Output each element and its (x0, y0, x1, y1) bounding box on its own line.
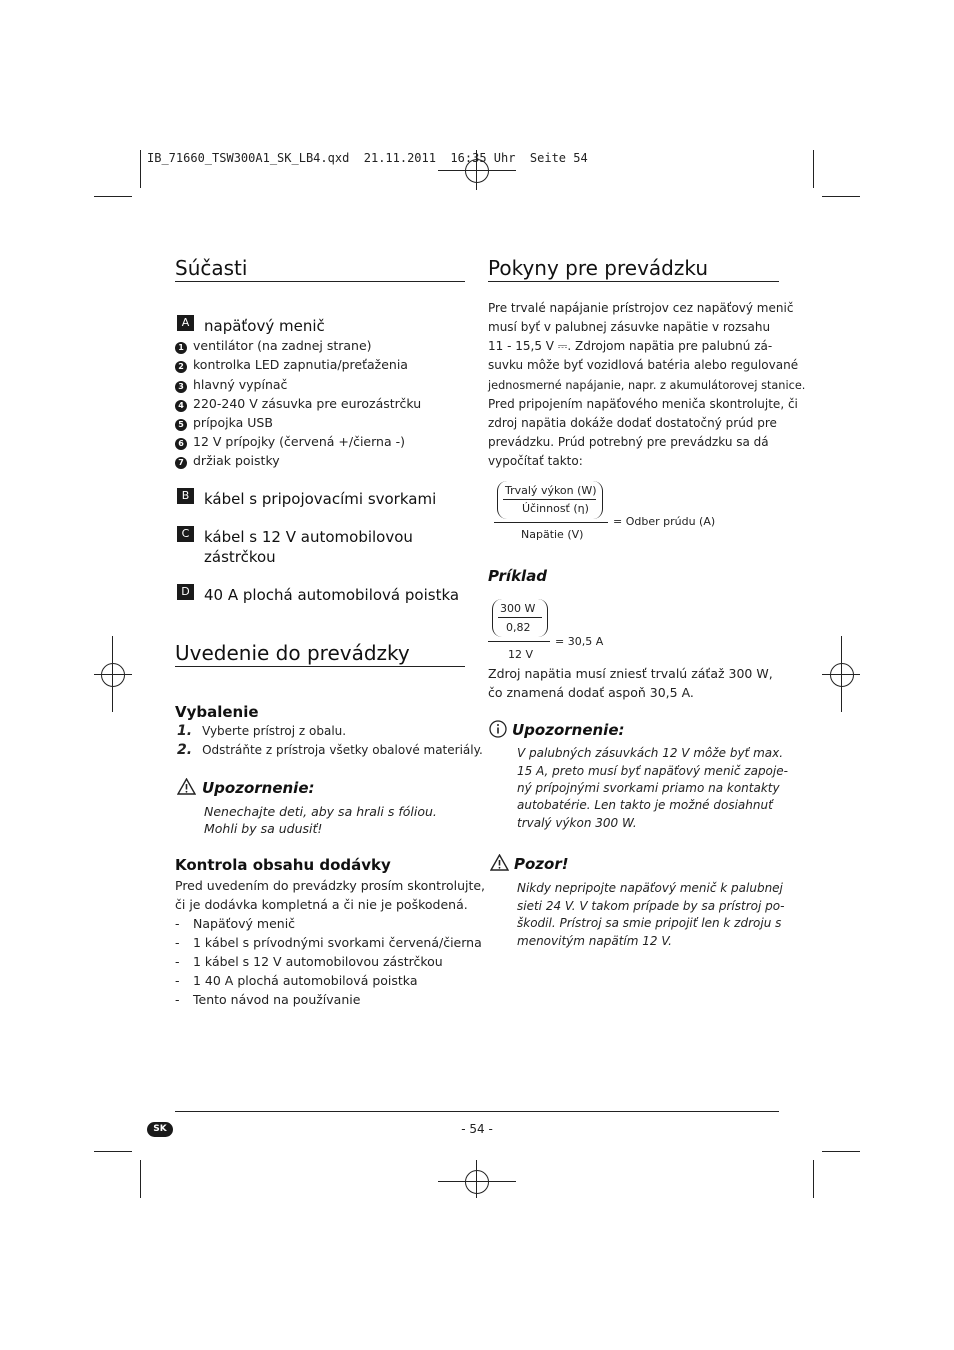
print-slug: IB_71660_TSW300A1_SK_LB4.qxd 21.11.2011 16:35 Uhr Seite 54 (147, 151, 588, 165)
crop-mark (813, 1160, 814, 1198)
number-badge: 1 (175, 342, 187, 354)
note-text: trvalý výkon 300 W. (517, 816, 637, 830)
registration-mark (465, 1170, 489, 1194)
crop-mark (94, 674, 132, 675)
number-badge: 2 (175, 361, 187, 373)
list-item: 5 prípojka USB (175, 415, 273, 431)
paragraph-line: prevádzku. Prúd potrebný pre prevádzku sa dá (488, 435, 769, 449)
caution-text: Nikdy nepripojte napäťový menič k palubnej (517, 881, 783, 895)
badge-b: B (177, 488, 194, 504)
paragraph-line: 11 - 15,5 V ⎓. Zdrojom napätia pre palubnú zá- (488, 339, 773, 353)
list-item: - Napäťový menič (175, 916, 296, 931)
contents-heading: Kontrola obsahu dodávky (175, 856, 391, 874)
caution-text: menovitým napätím 12 V. (517, 934, 672, 948)
crop-mark (822, 1151, 860, 1152)
formula-numerator: Trvalý výkon (W) (505, 484, 597, 497)
crop-mark (438, 170, 516, 171)
list-item: - Tento návod na používanie (175, 992, 361, 1007)
example-text: čo znamená dodať aspoň 30,5 A. (488, 685, 694, 700)
paragraph-line: zdroj napätia dokáže dodať dostatočný prúd pre (488, 416, 777, 430)
badge-d: D (177, 584, 194, 600)
note-text: 15 A, preto musí byť napäťový menič zapoje- (517, 764, 788, 778)
crop-mark (94, 196, 132, 197)
warning-icon (177, 778, 196, 795)
note-text: autobatérie. Len takto je možné dosiahnuť (517, 798, 773, 812)
caution-title: Pozor! (514, 855, 569, 873)
crop-mark (822, 674, 860, 675)
formula-result: = Odber prúdu (A) (613, 515, 716, 528)
info-icon (489, 720, 507, 738)
fraction-line (494, 522, 608, 523)
contents-intro: či je dodávka kompletná a či nie je poškodená. (175, 897, 468, 912)
example-text: Zdroj napätia musí zniesť trvalú záťaž 300 W, (488, 666, 773, 681)
list-item: 6 12 V prípojky (červená +/čierna -) (175, 434, 405, 450)
badge-a: A (177, 315, 194, 331)
fraction-line (503, 499, 596, 500)
paragraph-line: Pre trvalé napájanie prístrojov cez napäťový menič (488, 301, 794, 315)
formula-efficiency: Účinnosť (η) (522, 502, 589, 515)
example-numerator: 300 W (500, 602, 536, 615)
heading-rule (175, 281, 465, 282)
number-badge: 4 (175, 400, 187, 412)
paragraph-line: vypočítať takto: (488, 454, 583, 468)
list-item: 7 držiak poistky (175, 453, 280, 469)
example-heading: Príklad (488, 567, 548, 585)
list-item: - 1 40 A plochá automobilová poistka (175, 973, 418, 988)
number-badge: 7 (175, 457, 187, 469)
crop-mark (822, 196, 860, 197)
number-badge: 5 (175, 419, 187, 431)
registration-mark (101, 663, 125, 687)
paragraph-line: suvku môže byť vozidlová batéria alebo regulované (488, 358, 799, 372)
number-badge: 3 (175, 381, 187, 393)
startup-heading: Uvedenie do prevádzky (175, 641, 410, 665)
crop-mark (438, 1181, 516, 1182)
registration-mark (830, 663, 854, 687)
example-result: = 30,5 A (555, 635, 604, 648)
crop-mark (140, 1160, 141, 1198)
example-denominator: 12 V (508, 648, 534, 661)
group-a-title: napäťový menič (204, 317, 325, 335)
example-efficiency: 0,82 (506, 621, 531, 634)
list-item: 2 kontrolka LED zapnutia/preťaženia (175, 357, 408, 373)
note-title: Upozornenie: (512, 721, 625, 739)
components-heading: Súčasti (175, 256, 248, 280)
warning-text: Nenechajte deti, aby sa hrali s fóliou. (204, 804, 437, 819)
fraction-line (498, 617, 542, 618)
paragraph-line: Pred pripojením napäťového meniča skontrolujte, či (488, 397, 798, 411)
contents-intro: Pred uvedením do prevádzky prosím skontrolujte, (175, 878, 486, 893)
caution-text: sieti 24 V. V takom prípade by sa prístroj po- (517, 899, 785, 913)
operation-heading: Pokyny pre prevádzku (488, 256, 709, 280)
group-b-title: kábel s pripojovacími svorkami (204, 490, 437, 508)
caution-text: škodil. Prístroj sa smie pripojiť len k zdroju s (517, 916, 782, 930)
fraction-line (488, 641, 550, 642)
note-text: V palubných zásuvkách 12 V môže byť max. (517, 746, 784, 760)
crop-mark (140, 150, 141, 188)
language-badge: SK (147, 1122, 173, 1137)
group-c-title: kábel s 12 V automobilovou (204, 528, 413, 546)
list-item: 4 220-240 V zásuvka pre eurozástrčku (175, 396, 421, 412)
unpacking-heading: Vybalenie (175, 703, 259, 721)
list-item: - 1 kábel s prívodnými svorkami červená/čierna (175, 935, 482, 950)
badge-c: C (177, 526, 194, 542)
group-c-title-cont: zástrčkou (204, 548, 276, 566)
group-d-title: 40 A plochá automobilová poistka (204, 586, 460, 604)
list-item: 3 hlavný vypínač (175, 377, 287, 393)
paragraph-line: musí byť v palubnej zásuvke napätie v rozsahu (488, 320, 771, 334)
page-number: - 54 - (461, 1122, 493, 1136)
warning-title: Upozornenie: (202, 779, 315, 797)
heading-rule (175, 666, 465, 667)
paragraph-line: jednosmerné napájanie, napr. z akumulátorovej stanice. (488, 379, 806, 392)
formula-denominator: Napätie (V) (521, 528, 584, 541)
warning-icon (490, 854, 509, 871)
crop-mark (813, 150, 814, 188)
note-text: ný prípojnými svorkami priamo na kontakty (517, 781, 780, 795)
warning-text: Mohli by sa udusiť! (204, 821, 323, 836)
heading-rule (488, 281, 779, 282)
number-badge: 6 (175, 438, 187, 450)
crop-mark (476, 1160, 477, 1198)
step-item: 2. Odstráňte z prístroja všetky obalové materiály. (177, 742, 483, 758)
crop-mark (94, 1151, 132, 1152)
list-item: 1 ventilátor (na zadnej strane) (175, 338, 372, 354)
list-item: - 1 kábel s 12 V automobilovou zástrčkou (175, 954, 443, 969)
step-item: 1. Vyberte prístroj z obalu. (177, 723, 347, 739)
footer-rule (175, 1111, 779, 1112)
